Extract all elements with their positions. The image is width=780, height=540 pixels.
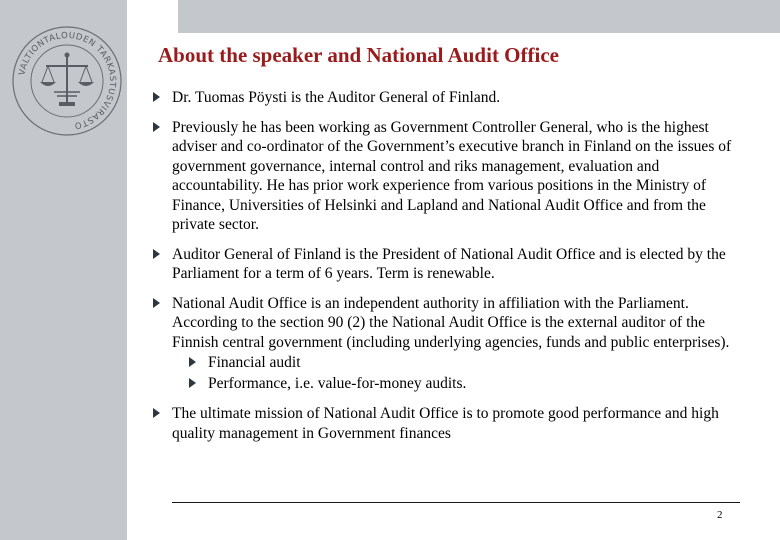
national-audit-office-seal-icon [8, 22, 126, 140]
bullet-item [152, 118, 752, 235]
sub-bullet-item [172, 374, 752, 394]
slide-title: About the speaker and National Audit Office [158, 43, 559, 67]
bullet-item [152, 88, 752, 108]
sub-bullet-text: Financial audit [208, 354, 301, 371]
bullet-triangle-icon [153, 249, 160, 259]
bullet-text: Auditor General of Finland is the President of National Audit Office and is elected by the Parliament for a term of 6 years. Term is renewable. [172, 245, 726, 282]
footer-divider [172, 502, 740, 503]
top-decorative-band [178, 0, 780, 33]
bullet-text: Dr. Tuomas Pöysti is the Auditor General of Finland. [172, 89, 501, 106]
sub-bullet-item [172, 353, 752, 373]
bullet-item [152, 294, 752, 394]
bullet-triangle-icon [153, 122, 160, 132]
bullet-triangle-icon [189, 378, 196, 388]
bullet-text: The ultimate mission of National Audit Office is to promote good performance and high quality management in Government finances [172, 405, 719, 442]
bullet-item [152, 245, 752, 284]
bullet-text: National Audit Office is an independent authority in affiliation with the Parliament. According to the section 90 (2) the National Audit Office is the external auditor of the Finnish central government (including underlying agencies, funds and public enterprises). [172, 294, 730, 351]
sub-bullet-list [172, 353, 752, 393]
bullet-item [152, 404, 752, 443]
sub-bullet-text: Performance, i.e. value-for-money audits. [208, 374, 467, 392]
svg-text:VALTIONTALOUDEN TARKASTUSVIRAS: VALTIONTALOUDEN TARKASTUSVIRASTO [17, 30, 118, 131]
bullet-triangle-icon [153, 92, 160, 102]
bullet-triangle-icon [189, 357, 196, 367]
bullet-text: Previously he has been working as Government Controller General, who is the highest adviser and co-ordinator of the Government’s executive branch in Finland on the issues of government governance, internal control and riks management, evaluation and accountability. He has prior work experience from various positions in the Ministry of Finance, Universities of Helsinki and Lapland and National Audit Office and from the private sector. [172, 118, 732, 233]
bullet-triangle-icon [153, 298, 160, 308]
bullet-triangle-icon [153, 408, 160, 418]
bullet-list [152, 88, 752, 443]
page-number: 2 [717, 509, 723, 521]
